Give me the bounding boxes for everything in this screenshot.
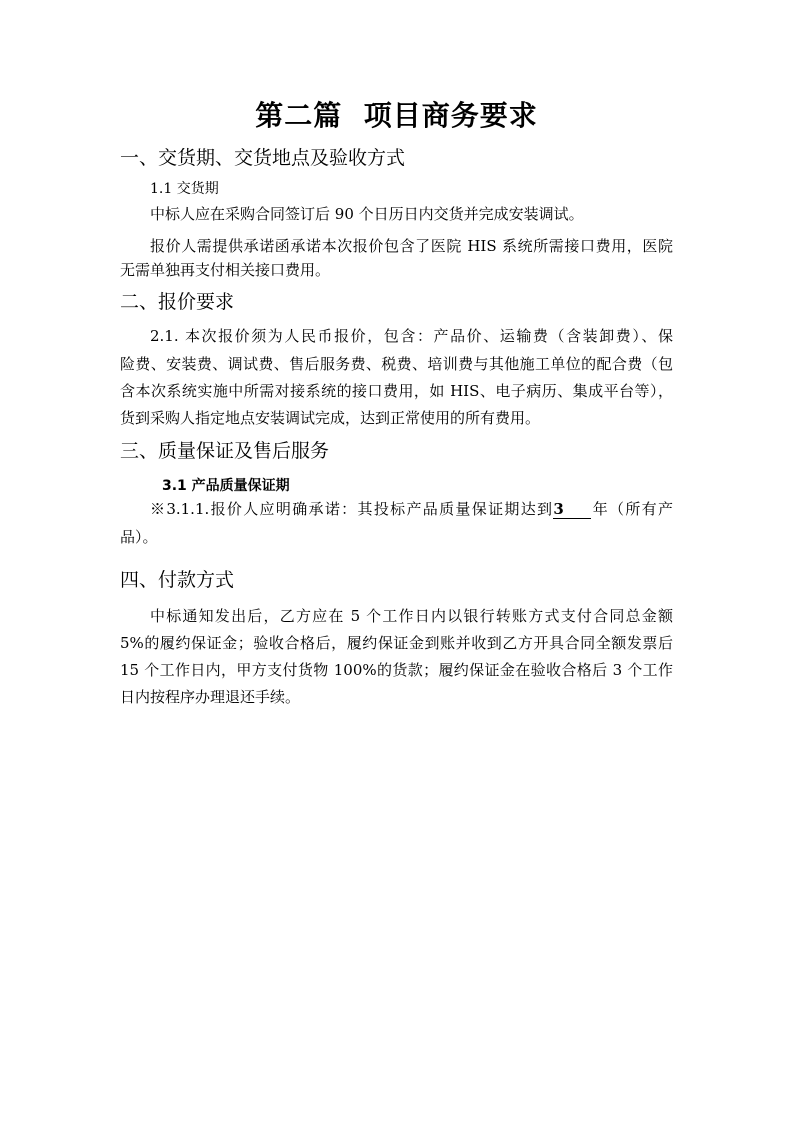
quotation-paragraph-line: 含本次系统实施中所需对接系统的接口费用，如 HIS、电子病历、集成平台等）， — [120, 382, 673, 400]
section-heading-warranty: 三、质量保证及售后服务 — [120, 440, 330, 462]
commitment-paragraph-line: 无需单独再支付相关接口费用。 — [120, 261, 331, 279]
section-heading-quotation: 二、报价要求 — [120, 291, 235, 313]
payment-paragraph-line: 日内按程序办理退还手续。 — [120, 688, 301, 706]
warranty-text-tail: 年（所有产 — [591, 500, 673, 518]
section-heading-delivery: 一、交货期、交货地点及验收方式 — [120, 147, 406, 169]
warranty-paragraph-line — [150, 498, 673, 520]
quotation-paragraph-line: 2.1. 本次报价须为人民币报价，包含：产品价、运输费（含装卸费）、保 — [150, 327, 673, 345]
delivery-paragraph: 中标人应在采购合同签订后 90 个日历日内交货并完成安装调试。 — [150, 205, 584, 223]
subsection-delivery-period: 1.1 交货期 — [150, 181, 219, 197]
payment-paragraph-line: 中标通知发出后，乙方应在 5 个工作日内以银行转账方式支付合同总金额 — [150, 607, 673, 625]
quotation-paragraph-line: 险费、安装费、调试费、售后服务费、税费、培训费与其他施工单位的配合费（包 — [120, 355, 673, 373]
page-title: 第二篇 项目商务要求 — [255, 99, 538, 132]
section-heading-payment: 四、付款方式 — [120, 569, 235, 591]
warranty-paragraph-line: 品）。 — [120, 528, 158, 546]
commitment-paragraph-line: 报价人需提供承诺函承诺本次报价包含了医院 HIS 系统所需接口费用，医院 — [150, 237, 673, 255]
subsection-warranty-period: 3.1 产品质量保证期 — [162, 478, 290, 494]
payment-paragraph-line: 15 个工作日内，甲方支付货物 100%的货款；履约保证金在验收合格后 3 个工作 — [120, 661, 673, 679]
warranty-text: ※3.1.1.报价人应明确承诺：其投标产品质量保证期达到 — [150, 500, 554, 518]
quotation-paragraph-line: 货到采购人指定地点安装调试完成，达到正常使用的所有费用。 — [120, 409, 541, 427]
warranty-years-value: 3 — [553, 500, 591, 519]
payment-paragraph-line: 5%的履约保证金；验收合格后，履约保证金到账并收到乙方开具合同全额发票后 — [120, 634, 673, 652]
